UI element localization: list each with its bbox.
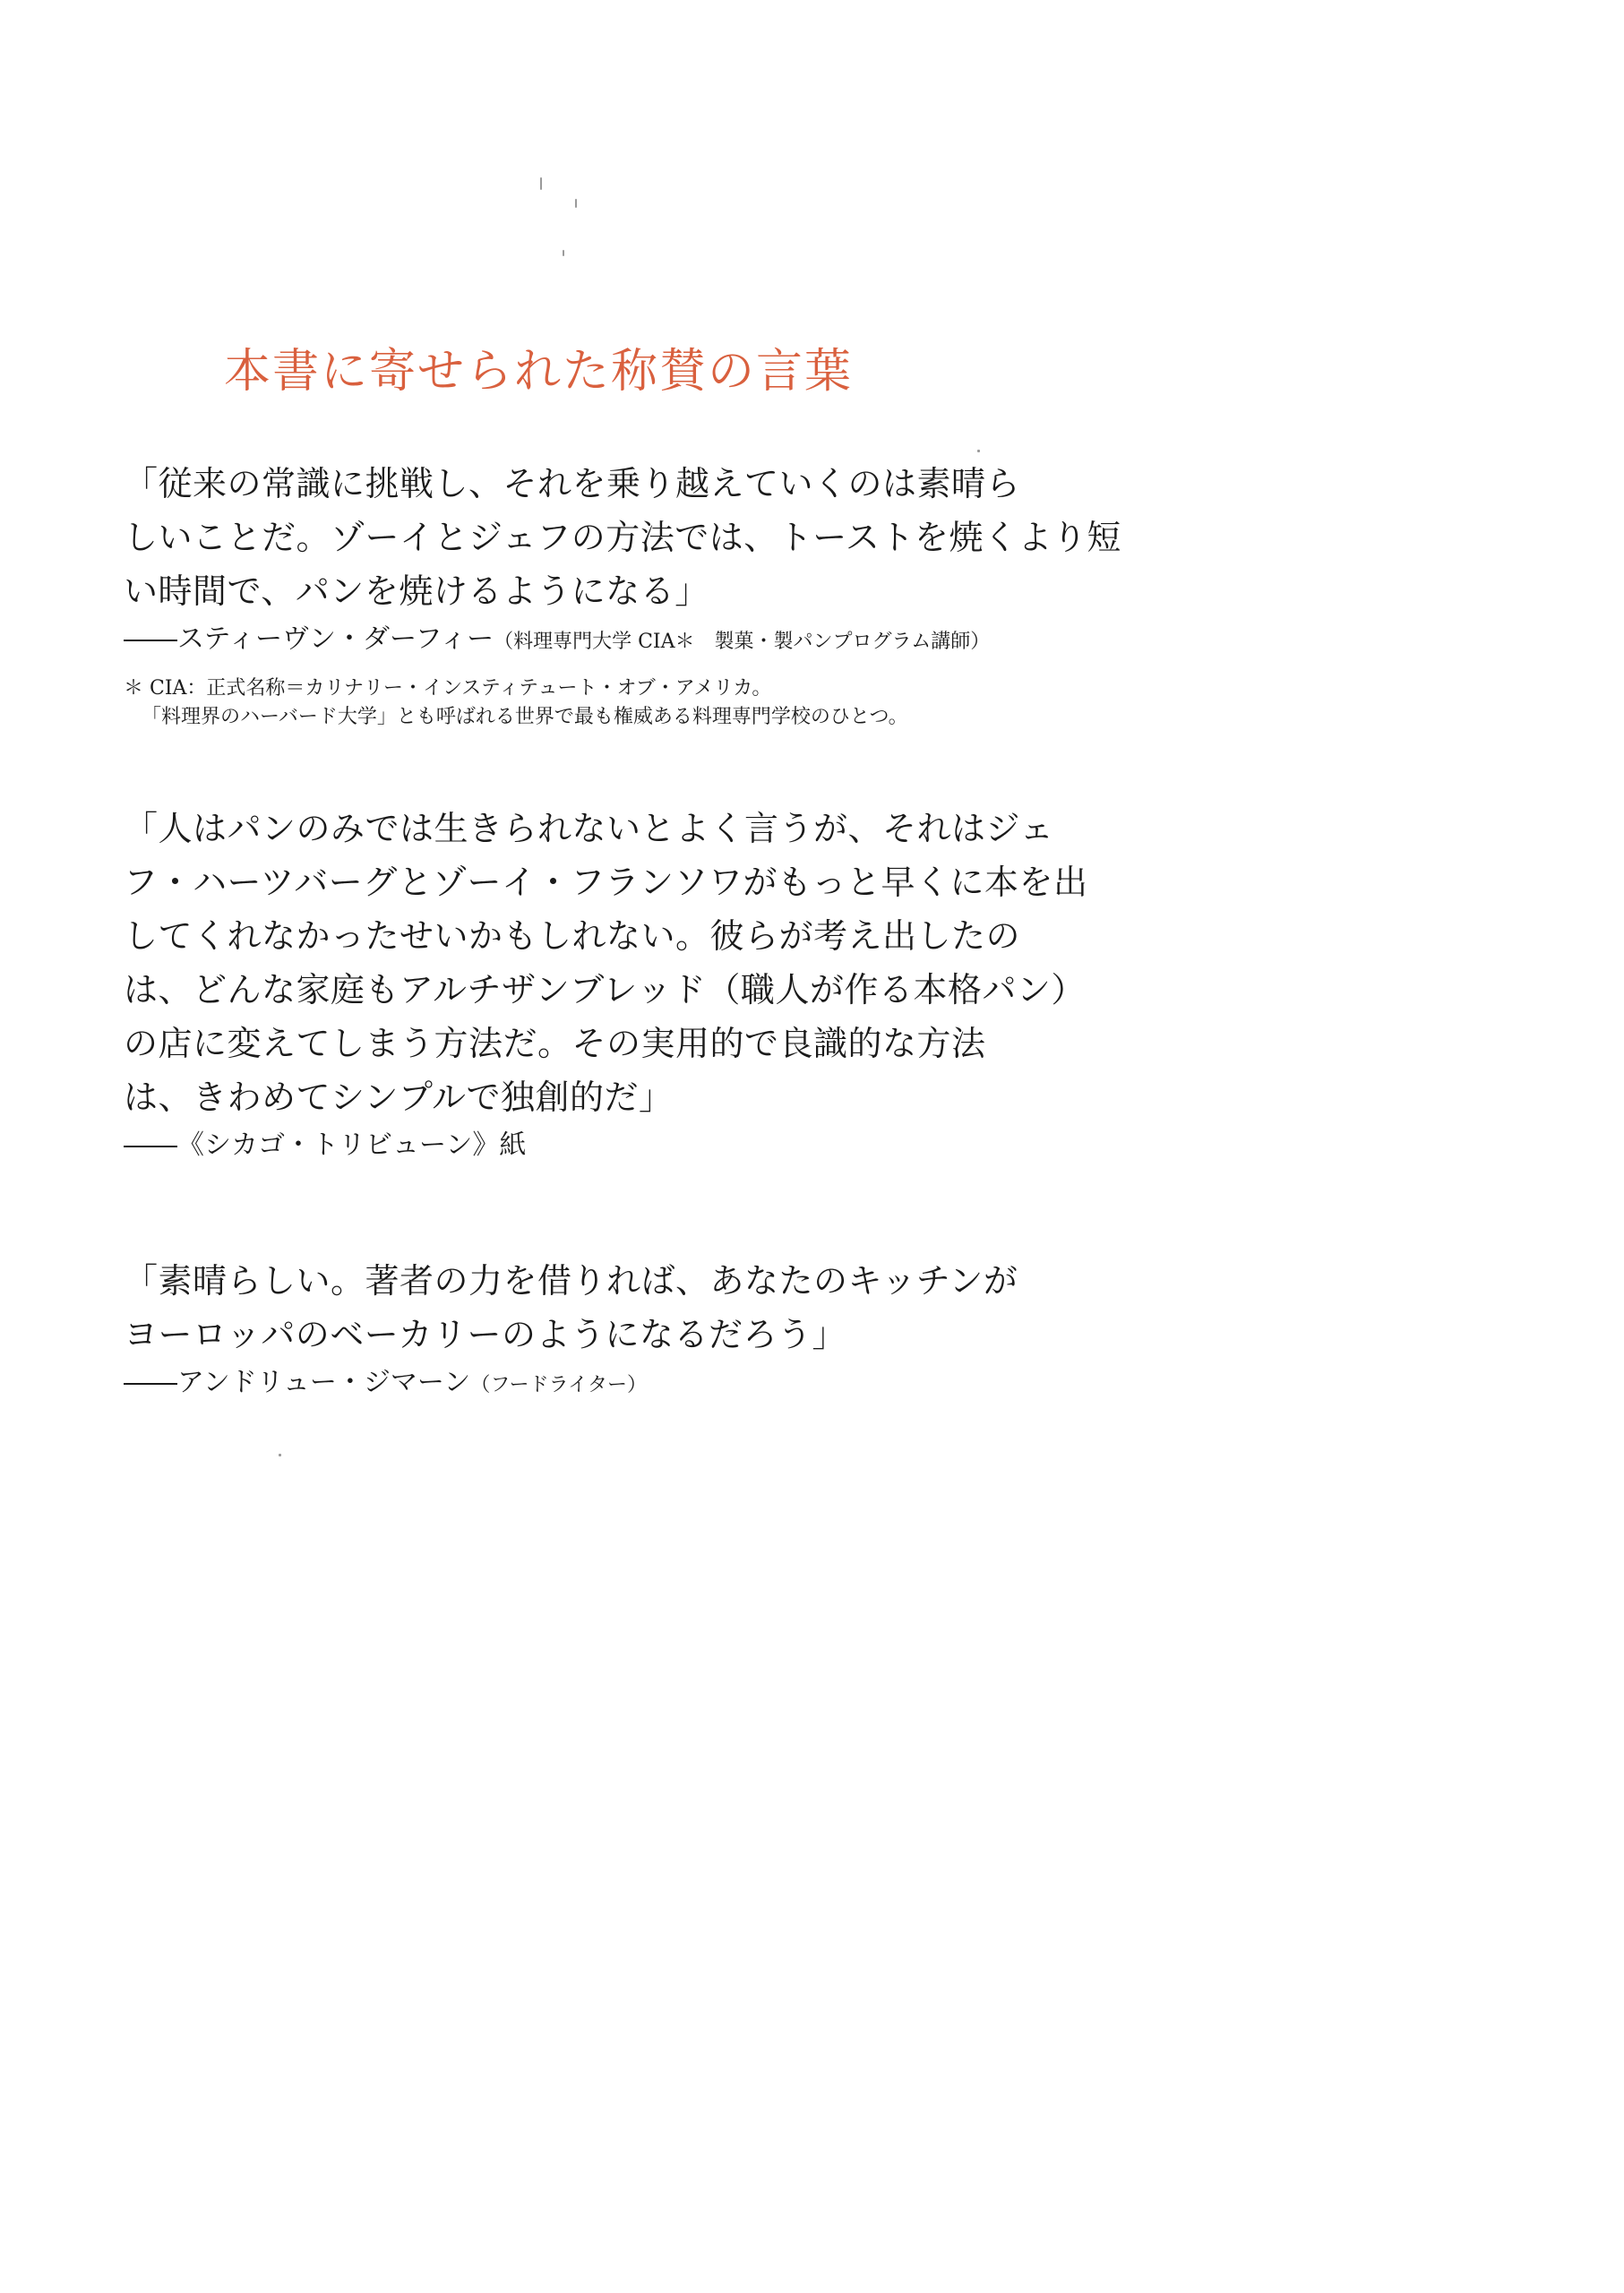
- testimonial-block: [124, 802, 1088, 1165]
- quote-line: してくれなかったせいかもしれない。彼らが考え出したの: [124, 916, 1021, 956]
- quote-line: の店に変えてしまう方法だ。その実用的で良識的な方法: [124, 1024, 986, 1063]
- quote-line: は、きわめてシンプルで独創的だ」: [124, 1078, 674, 1117]
- quote-attribution: [124, 1363, 948, 1405]
- testimonial-block: [124, 457, 1121, 732]
- footnote: [124, 674, 948, 732]
- quote-line: ヨーロッパのベーカリーのようになるだろう」: [124, 1315, 846, 1354]
- quote-attribution: [124, 620, 991, 662]
- quote-line: 「従来の常識に挑戦し、それを乗り越えていくのは素晴ら: [124, 464, 1021, 503]
- footnote-line: ＊ CIA：正式名称＝カリナリー・インスティテュート・オブ・アメリカ。: [124, 677, 772, 700]
- scan-speck: [977, 450, 980, 452]
- quote-line: 「素晴らしい。著者の力を借りれば、あなたのキッチンが: [124, 1261, 1018, 1301]
- scan-speck: [575, 199, 577, 208]
- quote-attribution: [124, 1126, 948, 1165]
- quote-line: い時間で、パンを焼けるようになる」: [124, 571, 709, 611]
- quote-line: フ・ハーツバーグとゾーイ・フランソワがもっと早くに本を出: [124, 863, 1088, 902]
- quote-line: は、どんな家庭もアルチザンブレッド（職人が作る本格パン）: [124, 970, 1086, 1009]
- attribution-affiliation: （フードライター）: [470, 1374, 647, 1396]
- quote-line: 「人はパンのみでは生きられないとよく言うが、それはジェ: [124, 809, 1054, 848]
- attribution-affiliation: （料理専門大学 CIA＊ 製菓・製パンプログラム講師）: [494, 631, 991, 653]
- page-title: 本書に寄せられた称賛の言葉: [224, 345, 854, 399]
- quote-line: しいことだ。ゾーイとジェフの方法では、トーストを焼くより短: [124, 518, 1121, 557]
- attribution-name: ――《シカゴ・トリビューン》紙: [124, 1129, 527, 1161]
- scan-speck: [540, 177, 542, 190]
- scan-speck: [279, 1454, 281, 1456]
- testimonial-block: [124, 1254, 1018, 1405]
- scan-speck: [563, 250, 564, 256]
- attribution-name: ――アンドリュー・ジマーン: [124, 1367, 471, 1398]
- footnote-line: 「料理界のハーバード大学」とも呼ばれる世界で最も権威ある料理専門学校のひとつ。: [142, 706, 908, 728]
- attribution-name: ――スティーヴン・ダーフィー: [124, 623, 494, 655]
